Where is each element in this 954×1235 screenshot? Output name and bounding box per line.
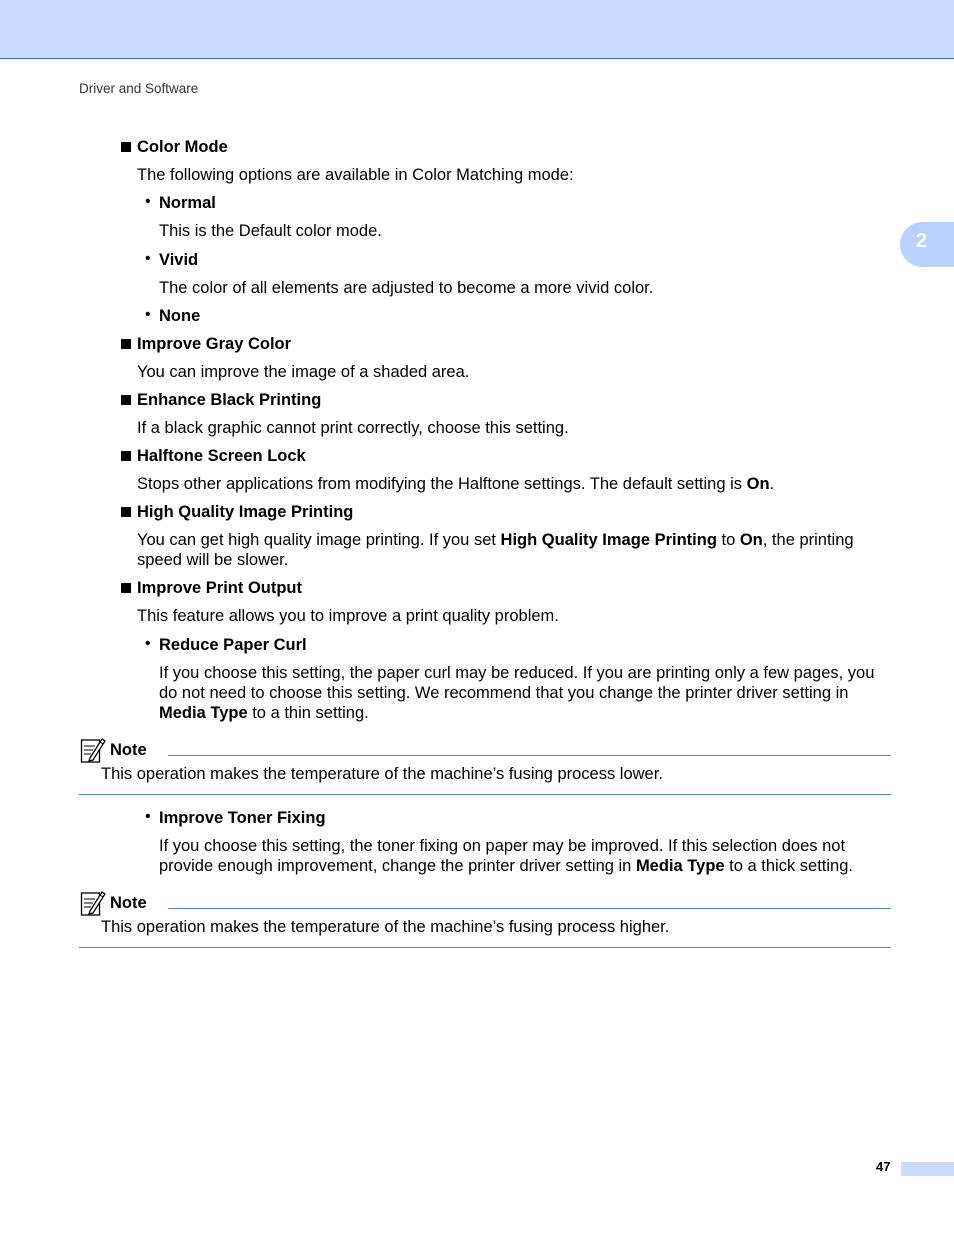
bullet-icon: • bbox=[145, 808, 151, 825]
note-label: Note bbox=[110, 894, 147, 912]
item-title: Enhance Black Printing bbox=[137, 391, 322, 409]
note-top-rule bbox=[168, 908, 891, 909]
note-top-rule bbox=[168, 755, 891, 756]
square-bullet-icon bbox=[121, 507, 131, 517]
note-pencil-icon bbox=[80, 889, 106, 917]
bullet-icon: • bbox=[145, 635, 151, 652]
square-bullet-icon bbox=[121, 142, 131, 152]
item-title: Improve Gray Color bbox=[137, 335, 292, 353]
subitem-title: Improve Toner Fixing bbox=[159, 809, 326, 827]
square-bullet-icon bbox=[121, 395, 131, 405]
subitem-title: Vivid bbox=[159, 251, 199, 269]
square-bullet-icon bbox=[121, 451, 131, 461]
square-bullet-icon bbox=[121, 339, 131, 349]
item-description: You can get high quality image printing. If you set High Quality Image Printing to On, the printing speed will be slower. bbox=[137, 531, 854, 569]
item-title: Color Mode bbox=[137, 138, 228, 156]
item-title: Improve Print Output bbox=[137, 579, 302, 597]
note-pencil-icon bbox=[80, 736, 106, 764]
subitem-title: Normal bbox=[159, 194, 216, 212]
footer-bar bbox=[901, 1162, 954, 1176]
subitem-description: This is the Default color mode. bbox=[159, 222, 382, 240]
note-label: Note bbox=[110, 741, 147, 759]
subitem-description: The color of all elements are adjusted to become a more vivid color. bbox=[159, 279, 654, 297]
item-description: If a black graphic cannot print correctly, choose this setting. bbox=[137, 419, 569, 437]
chapter-number: 2 bbox=[916, 230, 928, 252]
item-description: The following options are available in Color Matching mode: bbox=[137, 166, 574, 184]
subitem-description: If you choose this setting, the paper curl may be reduced. If you are printing only a few pages, you do not need to choose this setting. We recommend that you change the printer driver setting in Media Type to a thin setting. bbox=[159, 664, 875, 722]
running-header: Driver and Software bbox=[79, 81, 199, 96]
bullet-icon: • bbox=[145, 193, 151, 210]
note-text: This operation makes the temperature of the machine’s fusing process higher. bbox=[101, 918, 670, 936]
bullet-icon: • bbox=[145, 250, 151, 267]
bullet-icon: • bbox=[145, 306, 151, 323]
item-title: Halftone Screen Lock bbox=[137, 447, 306, 465]
item-description: You can improve the image of a shaded area. bbox=[137, 363, 470, 381]
subitem-description: If you choose this setting, the toner fixing on paper may be improved. If this selection does not provide enough improvement, change the printer driver setting in Media Type to a thick setting. bbox=[159, 837, 853, 875]
note-bottom-rule bbox=[79, 947, 891, 948]
note-text: This operation makes the temperature of the machine’s fusing process lower. bbox=[101, 765, 663, 783]
note-bottom-rule bbox=[79, 794, 891, 795]
page-number: 47 bbox=[876, 1159, 891, 1174]
item-description: This feature allows you to improve a print quality problem. bbox=[137, 607, 559, 625]
item-description: Stops other applications from modifying the Halftone settings. The default setting is On. bbox=[137, 475, 775, 493]
top-banner bbox=[0, 0, 954, 59]
square-bullet-icon bbox=[121, 583, 131, 593]
item-title: High Quality Image Printing bbox=[137, 503, 354, 521]
subitem-title: None bbox=[159, 307, 201, 325]
subitem-title: Reduce Paper Curl bbox=[159, 636, 307, 654]
